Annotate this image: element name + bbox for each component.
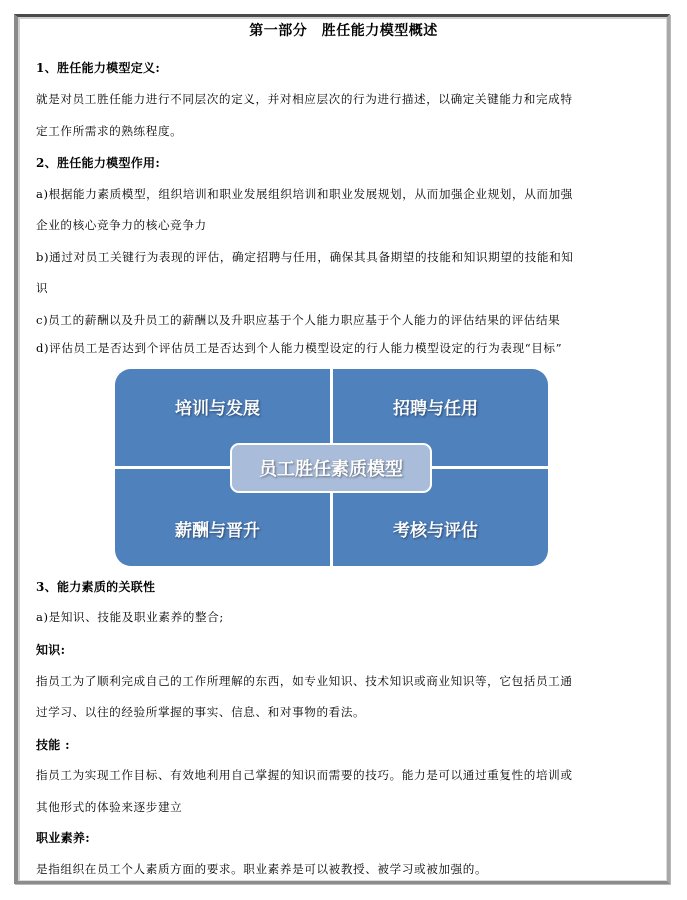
quadrant-label: 培训与发展 [175,399,260,419]
page-title: 第一部分 胜任能力模型概述 [249,23,438,39]
quadrant-label: 招聘与任用 [393,399,478,419]
quadrant-label: 考核与评估 [393,521,478,541]
paragraph-line: 定工作所需求的熟练程度。 [36,124,183,138]
center-label: 员工胜任素质模型 [259,459,403,480]
paragraph-line: b)通过对员工关键行为表现的评估，确定招聘与任用，确保其具备期望的技能和知识期望的技能和知 [36,250,574,264]
competency-model-diagram [115,369,548,566]
paragraph-line: 识 [36,281,49,295]
paragraph-line: 过学习、以往的经验所掌握的事实、信息、和对事物的看法。 [36,705,366,719]
section-heading-skills: 技能 : [36,738,70,752]
paragraph-line: d)评估员工是否达到个评估员工是否达到个人能力模型设定的行人能力模型设定的行为表现“目标” [36,341,563,355]
paragraph-line: 指员工为实现工作目标、有效地利用自己掌握的知识而需要的技巧。能力是可以通过重复性的培训或 [36,768,573,782]
section-heading-professionalism: 职业素养: [36,831,90,845]
paragraph-line: c)员工的薪酬以及升员工的薪酬以及升职应基于个人能力职应基于个人能力的评估结果的评估结果 [36,313,561,327]
paragraph-line: 是指组织在员工个人素质方面的要求。职业素养是可以被教授、被学习或被加强的。 [36,862,488,876]
paragraph-line: 指员工为了顺利完成自己的工作所理解的东西，如专业知识、技术知识或商业知识等，它包括员工通 [36,674,573,688]
paragraph-line: a)根据能力素质模型，组织培训和职业发展组织培训和职业发展规划，从而加强企业规划，从而加强 [36,187,573,201]
section-heading-relevance: 3、能力素质的关联性 [36,580,156,594]
section-heading-function: 2、胜任能力模型作用: [36,156,161,170]
paragraph-line: 企业的核心竞争力的核心竞争力 [36,218,207,232]
quadrant-label: 薪酬与晋升 [175,521,260,541]
paragraph-line: a)是知识、技能及职业素养的整合; [36,610,224,624]
paragraph-line: 就是对员工胜任能力进行不同层次的定义，并对相应层次的行为进行描述，以确定关键能力和完成特 [36,92,573,106]
section-heading-definition: 1、胜任能力模型定义: [36,61,161,75]
section-heading-knowledge: 知识: [36,643,66,657]
center-model-box [230,443,432,493]
paragraph-line: 其他形式的体验来逐步建立 [36,800,183,814]
